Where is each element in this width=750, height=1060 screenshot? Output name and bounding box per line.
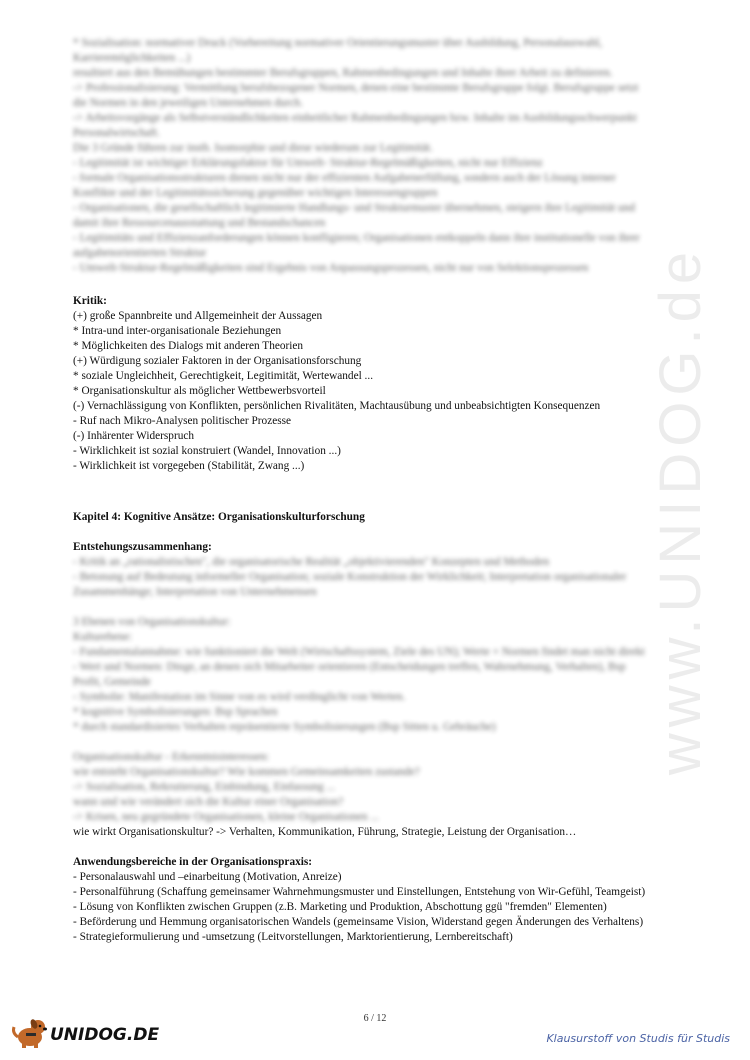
kritik-item: (-) Inhärenter Widerspruch: [73, 430, 195, 442]
blurred-line: die Normen in den jeweiligen Unternehmen durch.: [73, 97, 303, 109]
blurred-line: Karrieremöglichkeiten ...): [73, 52, 191, 64]
blurred-line: Personalwirtschaft.: [73, 127, 160, 139]
blurred-line: -> Professionalisierung: Vermittlung berufsbezogener Normen, denen eine bestimmte Berufsgruppe folgt. Berufsgruppe setzt: [73, 82, 639, 94]
watermark-text: www.UNIDOG.de: [648, 245, 714, 775]
logo-text: UNIDOG.DE: [50, 1025, 160, 1045]
entstehung-heading: Entstehungszusammenhang:: [73, 541, 212, 553]
kritik-item: - Ruf nach Mikro-Analysen politischer Prozesse: [73, 415, 292, 427]
blurred-line: Konflikte und der Legitimitätssicherung gegenüber wichtigen Interessengruppen: [73, 187, 438, 199]
anwendung-item: - Personalführung (Schaffung gemeinsamer Wahrnehmungsmuster und Einstellungen, Entstehung von Wir-Gefühl, Teamgeist): [73, 886, 646, 898]
blurred-line: - formale Organisationsstrukturen dienen nicht nur der effizienten Aufgabenerfüllung, sondern auch der Lösung interner: [73, 172, 616, 184]
kritik-heading: Kritik:: [73, 295, 107, 307]
anwendung-heading: Anwendungsbereiche in der Organisationspraxis:: [73, 856, 313, 868]
blurred-line: * kognitive Symbolisierungen: Bsp Sprachen: [73, 706, 278, 718]
kritik-item: - Wirklichkeit ist vorgegeben (Stabilität, Zwang ...): [73, 460, 305, 472]
blurred-line: - Kritik an „rationalistischen", die organisatorische Realität „objektivierenden" Konzepten und Methoden: [73, 556, 550, 568]
blurred-line: - Wert und Normen: Dinge, an denen sich Mitarbeiter orientieren (Entscheidungen treffen, Wahrnehmung, Verhalten), Bsp: [73, 661, 626, 673]
blurred-line: damit ihre Ressourcenausstattung und Bestandschancen: [73, 217, 326, 229]
blurred-line: Profit, Gemeinde: [73, 676, 151, 688]
anwendung-item: - Strategieformulierung und -umsetzung (Leitvorstellungen, Marktorientierung, Lernbereitschaft): [73, 931, 513, 943]
wirkt-line: wie wirkt Organisationskultur? -> Verhalten, Kommunikation, Führung, Strategie, Leistung der Organisation…: [73, 826, 577, 838]
blurred-top-section: [73, 36, 718, 276]
dog-icon: [8, 1015, 54, 1049]
anwendung-item: - Beförderung und Hemmung organisatorischen Wandels (gemeinsame Vision, Widerstand gegen Änderungen des Verhaltens): [73, 916, 644, 928]
blurred-line: - Organisationen, die gesellschaftlich legitimierte Handlungs- und Strukturmuster übernehmen, steigern ihre Legitimität und: [73, 202, 635, 214]
kritik-item: - Wirklichkeit ist sozial konstruiert (Wandel, Innovation ...): [73, 445, 341, 457]
blurred-line: - Symbolie: Manifestation im Sinne von es wird verdinglicht von Werten.: [73, 691, 406, 703]
blurred-line: -> Arbeitsvorgänge als Selbstverständlichkeiten einheitlicher Rahmenbedingungen bzw. Inhalte im Ausbildungsschwerpunkt: [73, 112, 637, 124]
ebenen-blurred-block: [73, 615, 718, 735]
anwendung-list: [73, 870, 718, 945]
blurred-line: aufgabenorientierten Struktur: [73, 247, 207, 259]
blurred-line: - Legitimität ist wichtiger Erklärungsfaktor für Umwelt- Struktur-Regelmäßigkeiten, nicht nur Effizienz: [73, 157, 543, 169]
blurred-line: Organisationskultur - Erkenntnisinteressen:: [73, 751, 270, 763]
blurred-line: * Sozialisation: normativer Druck (Vorbereitung normativer Orientierungsmuster über Ausbildung, Personalauswahl,: [73, 37, 603, 49]
blurred-line: * durch standardisiertes Verhalten repräsentierte Symbolisierungen (Bsp Sitten u. Gebräuche): [73, 721, 496, 733]
blurred-line: - Fundamentalannahme: wie funktioniert die Welt (Wirtschaftssystem, Ziele des UN); Werte + Normen findet man nicht direkt: [73, 646, 645, 658]
page-number: 6 / 12: [363, 1013, 387, 1024]
kritik-list: [73, 309, 718, 474]
footer-tagline: Klausurstoff von Studis für Studis: [546, 1032, 730, 1045]
blurred-line: resultiert aus den Bemühungen bestimmter Berufsgruppen, Rahmenbedingungen und Inhalte ihrer Arbeit zu definieren.: [73, 67, 613, 79]
kritik-item: (-) Vernachlässigung von Konflikten, persönlichen Rivalitäten, Machtausübung und unbeabsichtigten Konsequenzen: [73, 400, 601, 412]
blurred-line: Die 3 Gründe führen zur insth. Isomorphie und diese wiederum zur Legitimität.: [73, 142, 433, 154]
blurred-line: 3 Ebenen von Organisationskultur:: [73, 616, 231, 628]
kritik-item: * Möglichkeiten des Dialogs mit anderen Theorien: [73, 340, 304, 352]
kritik-item: (+) große Spannbreite und Allgemeinheit der Aussagen: [73, 310, 323, 322]
blurred-line: -> Krisen, neu gegründete Organisationen, kleine Organisationen ...: [73, 811, 379, 823]
unidog-logo: [8, 1015, 159, 1049]
anwendung-item: - Personalauswahl und –einarbeitung (Motivation, Anreize): [73, 871, 342, 883]
blurred-line: - Legitimitäts und Effizienzanforderungen können konfligieren; Organisationen entkoppeln dann ihre institutionelle von ihrer: [73, 232, 640, 244]
blurred-line: -> Sozialisation, Rekrutierung, Einbindung, Einfassung ...: [73, 781, 336, 793]
anwendung-item: - Lösung von Konflikten zwischen Gruppen (z.B. Marketing und Produktion, Abschottung ggü "fremden" Elementen): [73, 901, 607, 913]
blurred-line: Kulturebene:: [73, 631, 132, 643]
chapter-title: Kapitel 4: Kognitive Ansätze: Organisationskulturforschung: [73, 511, 365, 523]
blurred-line: wie entsteht Organisationskultur? Wie kommen Gemeinsamkeiten zustande?: [73, 766, 420, 778]
kritik-item: (+) Würdigung sozialer Faktoren in der Organisationsforschung: [73, 355, 362, 367]
blurred-line: - Betonung auf Bedeutung informeller Organisation; soziale Konstruktion der Wirklichkeit; Interpretation organisationaler: [73, 571, 627, 583]
kritik-item: * Organisationskultur als möglicher Wettbewerbsvorteil: [73, 385, 326, 397]
kritik-item: * soziale Ungleichheit, Gerechtigkeit, Legitimität, Wertewandel ...: [73, 370, 374, 382]
erkenntnis-blurred-block: [73, 750, 718, 825]
blurred-line: Zusammenhänge; Interpretation von Unternehmensen: [73, 586, 317, 598]
blurred-line: - Umwelt-Struktur-Regelmäßigkeiten sind Ergebnis von Anpassungsprozessen, nicht nur von Selektionsprozessen: [73, 262, 589, 274]
document-page: [73, 36, 718, 945]
entstehung-blurred-block: [73, 555, 718, 600]
kritik-item: * Intra-und inter-organisationale Beziehungen: [73, 325, 282, 337]
blurred-line: wann und wie verändert sich die Kultur einer Organisation?: [73, 796, 344, 808]
